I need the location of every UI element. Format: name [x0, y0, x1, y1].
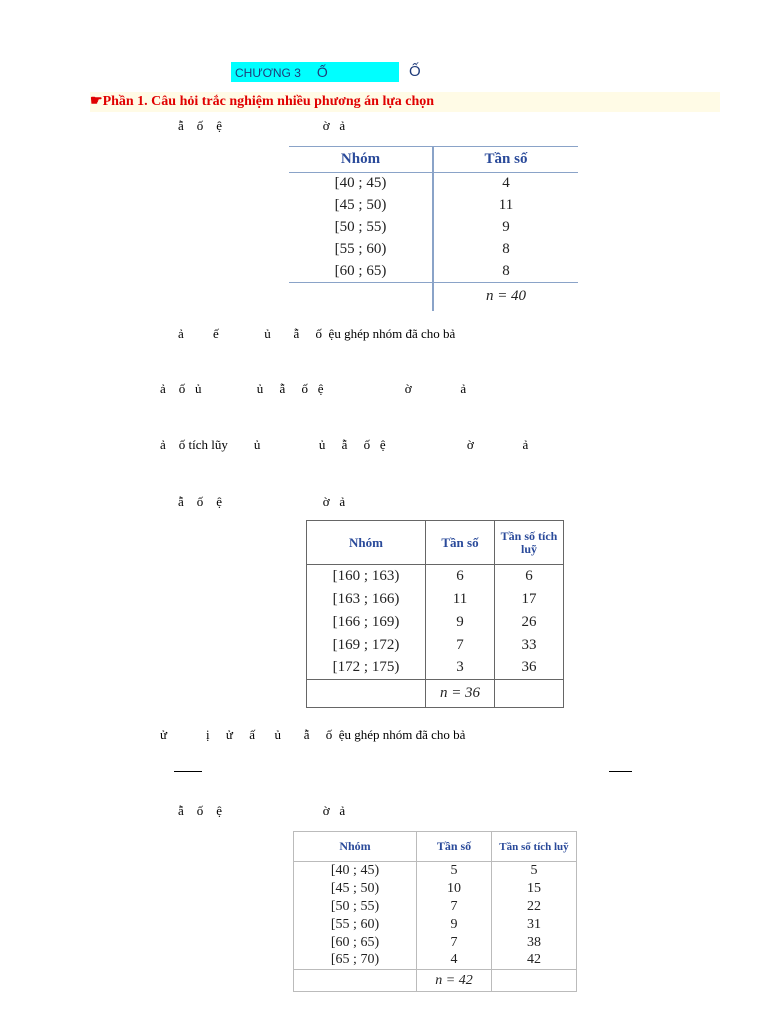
table1-cell: [50 ; 55): [289, 217, 433, 239]
table2-cell: 26: [521, 613, 537, 630]
table3-cell: 7: [417, 898, 492, 916]
chapter-tail-glyph: Ố: [409, 63, 421, 80]
table3-header-group: Nhóm: [294, 832, 417, 862]
table2-cell: 6: [426, 565, 495, 588]
blank-line-left: [174, 771, 202, 772]
table3-cell: [40 ; 45): [294, 862, 417, 880]
table3-total: n = 42: [417, 970, 492, 992]
table1-cell: [55 ; 60): [289, 239, 433, 261]
table3-cell: 15: [527, 880, 541, 896]
table2-cell: 7: [426, 634, 495, 657]
table2-cell: [163 ; 166): [307, 588, 426, 611]
table3-cell: 9: [417, 916, 492, 934]
table1-total: n = 40: [485, 288, 527, 305]
table2-header-frequency: Tần số: [426, 521, 495, 565]
frequency-table-1: [289, 146, 578, 311]
table3-cell: 7: [417, 934, 492, 952]
table2-cell: [172 ; 175): [307, 657, 426, 680]
table2-total: n = 36: [426, 680, 495, 708]
question-line-2: ả ế ủ ẫ ố ệu ghép nhóm đã cho bả: [178, 326, 456, 341]
table3-cell: [65 ; 70): [294, 952, 417, 970]
table3-cell: 5: [417, 862, 492, 880]
table2-header-group: Nhóm: [307, 521, 426, 565]
question-line-5: ẫ ố ệ ờ ả: [178, 494, 346, 509]
chapter-label: CHƯƠNG 3: [235, 66, 301, 80]
table1-cell: 9: [502, 219, 510, 235]
blank-line-right: [609, 771, 632, 772]
table3-header-frequency: Tần số: [417, 832, 492, 862]
table2-cell: 6: [525, 567, 533, 584]
question-line-6: ử ị ử ấ ủ ẫ ố ệu ghép nhóm đã cho bả: [160, 727, 466, 742]
table2-cell: [160 ; 163): [307, 565, 426, 588]
table3-cell: [50 ; 55): [294, 898, 417, 916]
table1-cell: 8: [502, 262, 510, 279]
table3-header-cumulative: Tần số tích luỹ: [499, 840, 569, 853]
table1-cell: 8: [502, 241, 510, 257]
table3-cell: 5: [530, 862, 538, 878]
table1-cell: 11: [498, 197, 514, 213]
table3-cell: [60 ; 65): [294, 934, 417, 952]
table2-cell: 3: [426, 657, 495, 680]
question-line-3: ả ố ủ ủ ẫ ố ệ ờ ả: [160, 381, 467, 396]
table3-cell: 22: [527, 898, 541, 914]
table2-cell: 9: [426, 611, 495, 634]
table2-header-cumulative: Tần số tích luỹ: [500, 528, 558, 556]
table1-cell: [45 ; 50): [289, 195, 433, 217]
table3-cell: 31: [527, 916, 541, 932]
table2-cell: 17: [521, 590, 537, 607]
table1-header-group: Nhóm: [289, 147, 433, 173]
table3-cell: [45 ; 50): [294, 880, 417, 898]
table2-cell: 33: [521, 636, 537, 653]
question-line-4: ả ố tích lũy ủ ủ ẫ ố ệ ờ ả: [160, 437, 529, 452]
table1-cell: [40 ; 45): [289, 173, 433, 195]
question-line-1: ẫ ố ệ ờ ả: [178, 118, 346, 133]
chapter-heading: [231, 62, 399, 82]
table3-cell: 42: [527, 952, 541, 968]
table2-cell: [169 ; 172): [307, 634, 426, 657]
frequency-table-3: [293, 831, 577, 992]
frequency-table-2: [306, 520, 564, 708]
table2-cell: 36: [521, 659, 537, 676]
table1-cell: 4: [502, 175, 510, 192]
table3-cell: [55 ; 60): [294, 916, 417, 934]
table3-cell: 10: [417, 880, 492, 898]
chapter-glyph: Ố: [316, 64, 328, 80]
table1-header-frequency: Tần số: [484, 151, 528, 167]
table3-cell: 38: [527, 934, 541, 950]
question-line-7: ẫ ố ệ ờ ả: [178, 803, 346, 818]
part-title: Phần 1. Câu hỏi trắc nghiệm nhiều phương án lựa chọn: [102, 94, 435, 109]
table2-cell: 11: [426, 588, 495, 611]
part-title-bar: [90, 92, 720, 112]
table1-cell: [60 ; 65): [289, 261, 433, 283]
table3-cell: 4: [417, 952, 492, 970]
table2-cell: [166 ; 169): [307, 611, 426, 634]
part-marker-icon: ☛: [90, 94, 103, 109]
